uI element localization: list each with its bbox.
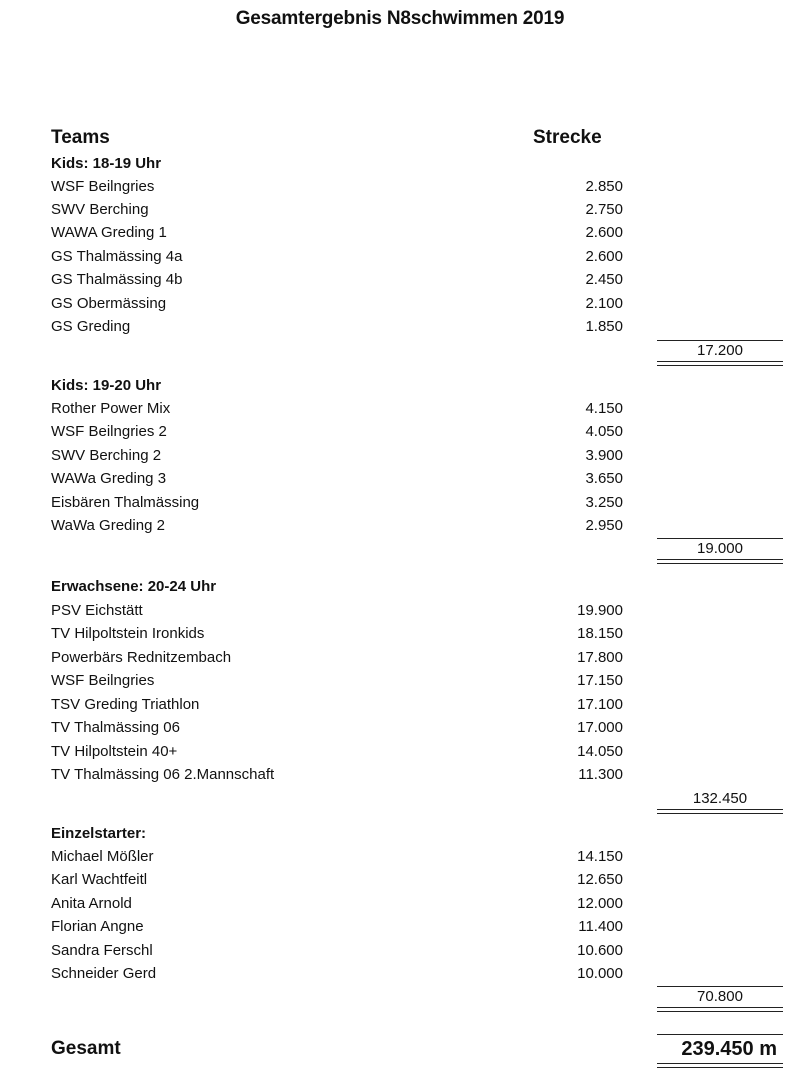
team-name: Michael Mößler <box>51 848 154 865</box>
distance-value: 18.150 <box>577 625 623 642</box>
distance-value: 4.150 <box>585 400 623 417</box>
distance-value: 19.900 <box>577 602 623 619</box>
team-name: TV Thalmässing 06 2.Mannschaft <box>51 766 275 783</box>
team-name: SWV Berching <box>51 201 149 218</box>
team-name: SWV Berching 2 <box>51 447 162 464</box>
table-row <box>51 246 631 269</box>
divider <box>657 986 783 987</box>
team-name: WaWa Greding 2 <box>51 517 165 534</box>
team-name: WSF Beilngries <box>51 672 155 689</box>
section-label: Kids: 19-20 Uhr <box>51 377 162 394</box>
team-name: WAWa Greding 3 <box>51 470 167 487</box>
table-row <box>51 647 631 670</box>
section-label: Kids: 18-19 Uhr <box>51 155 162 172</box>
distance-value: 12.000 <box>577 895 623 912</box>
table-row <box>51 670 631 693</box>
distance-value: 14.150 <box>577 848 623 865</box>
team-name: Schneider Gerd <box>51 965 157 982</box>
column-header-teams: Teams <box>51 127 110 148</box>
column-header-strecke: Strecke <box>533 127 602 148</box>
section-label: Einzelstarter: <box>51 825 147 842</box>
team-name: WAWA Greding 1 <box>51 224 167 241</box>
table-row <box>51 492 631 515</box>
subtotal <box>657 788 783 810</box>
team-name: PSV Eichstätt <box>51 602 143 619</box>
section-label: Erwachsene: 20-24 Uhr <box>51 578 217 595</box>
distance-value: 17.100 <box>577 696 623 713</box>
distance-value: 17.800 <box>577 649 623 666</box>
distance-value: 12.650 <box>577 871 623 888</box>
table-row <box>51 176 631 199</box>
subtotal-value: 19.000 <box>697 540 743 557</box>
distance-value: 17.000 <box>577 719 623 736</box>
team-name: TV Hilpoltstein 40+ <box>51 743 178 760</box>
distance-value: 3.250 <box>585 494 623 511</box>
double-underline <box>657 1007 783 1012</box>
table-row <box>51 869 631 892</box>
double-underline <box>657 809 783 814</box>
table-row <box>51 600 631 623</box>
team-name: Eisbären Thalmässing <box>51 494 200 511</box>
divider <box>657 538 783 539</box>
distance-value: 11.300 <box>578 766 623 783</box>
table-row <box>51 421 631 444</box>
divider <box>657 1034 783 1035</box>
distance-value: 3.650 <box>585 470 623 487</box>
team-name: GS Obermässing <box>51 295 167 312</box>
grand-total <box>657 1034 783 1064</box>
table-row <box>51 963 631 986</box>
table-row <box>51 741 631 764</box>
team-name: GS Thalmässing 4a <box>51 248 183 265</box>
distance-value: 14.050 <box>577 743 623 760</box>
table-row <box>51 222 631 245</box>
subtotal-value: 132.450 <box>692 790 748 807</box>
team-name: Powerbärs Rednitzembach <box>51 649 232 666</box>
grand-total-value: 239.450 m <box>681 1038 777 1060</box>
table-row <box>51 199 631 222</box>
distance-value: 11.400 <box>578 918 623 935</box>
table-row <box>51 293 631 316</box>
table-row <box>51 717 631 740</box>
table-row <box>51 694 631 717</box>
distance-value: 2.750 <box>585 201 623 218</box>
grand-total-label: Gesamt <box>51 1038 121 1059</box>
team-name: GS Greding <box>51 318 131 335</box>
subtotal <box>657 986 783 1008</box>
distance-value: 4.050 <box>585 423 623 440</box>
table-row <box>51 398 631 421</box>
distance-value: 3.900 <box>585 447 623 464</box>
distance-value: 10.600 <box>577 942 623 959</box>
double-underline <box>657 361 783 366</box>
page-title: Gesamtergebnis N8schwimmen 2019 <box>235 8 565 29</box>
team-name: Anita Arnold <box>51 895 132 912</box>
distance-value: 2.600 <box>585 224 623 241</box>
team-name: WSF Beilngries <box>51 178 155 195</box>
team-name: Karl Wachtfeitl <box>51 871 148 888</box>
table-row <box>51 764 631 787</box>
table-row <box>51 916 631 939</box>
double-underline <box>657 559 783 564</box>
table-row <box>51 940 631 963</box>
distance-value: 2.850 <box>585 178 623 195</box>
subtotal <box>657 538 783 560</box>
team-name: Florian Angne <box>51 918 144 935</box>
team-name: TV Thalmässing 06 <box>51 719 180 736</box>
distance-value: 17.150 <box>577 672 623 689</box>
double-underline <box>657 1063 783 1068</box>
team-name: Sandra Ferschl <box>51 942 153 959</box>
team-name: TV Hilpoltstein Ironkids <box>51 625 205 642</box>
table-row <box>51 846 631 869</box>
table-row <box>51 468 631 491</box>
subtotal <box>657 340 783 362</box>
distance-value: 2.600 <box>585 248 623 265</box>
subtotal-value: 17.200 <box>697 342 743 359</box>
team-name: WSF Beilngries 2 <box>51 423 167 440</box>
distance-value: 1.850 <box>585 318 623 335</box>
table-row <box>51 623 631 646</box>
subtotal-value: 70.800 <box>697 988 743 1005</box>
team-name: TSV Greding Triathlon <box>51 696 200 713</box>
table-row <box>51 893 631 916</box>
distance-value: 2.450 <box>585 271 623 288</box>
table-row <box>51 316 631 339</box>
team-name: GS Thalmässing 4b <box>51 271 183 288</box>
distance-value: 2.100 <box>585 295 623 312</box>
table-row <box>51 445 631 468</box>
distance-value: 2.950 <box>585 517 623 534</box>
distance-value: 10.000 <box>577 965 623 982</box>
table-row <box>51 515 631 538</box>
team-name: Rother Power Mix <box>51 400 171 417</box>
divider <box>657 340 783 341</box>
table-row <box>51 269 631 292</box>
